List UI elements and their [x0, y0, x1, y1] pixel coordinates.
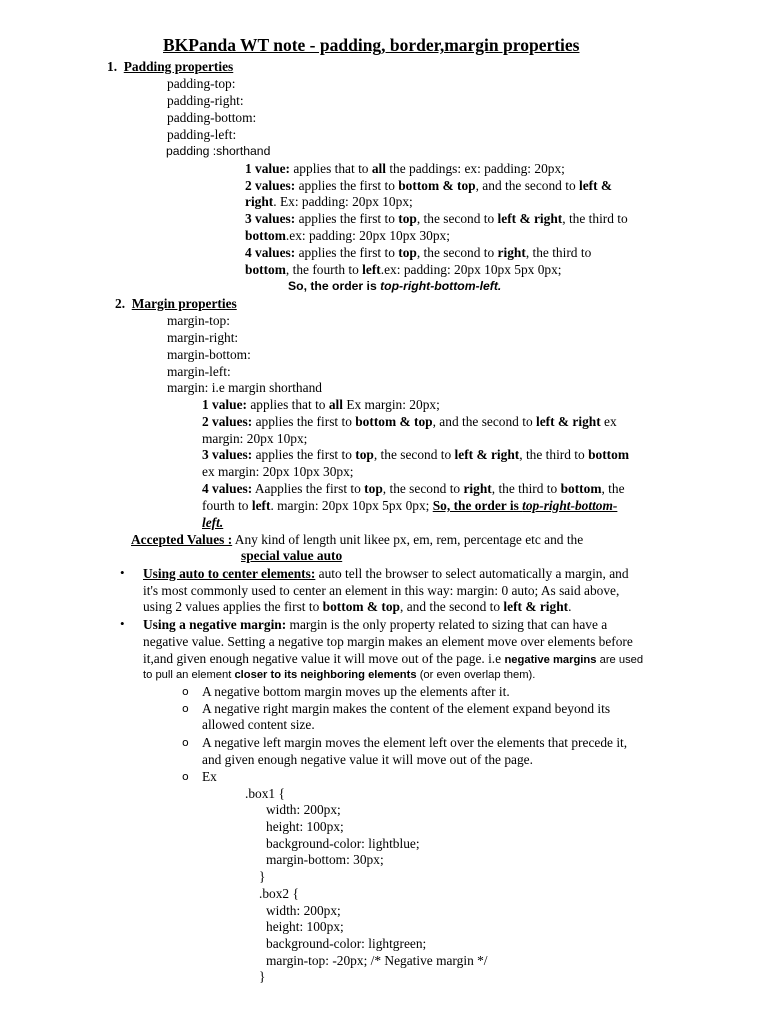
padding-bottom-line: padding-bottom:	[167, 110, 257, 125]
margin-2-values: 2 values: applies the first to bottom & top, and the second to left & right ex	[202, 414, 617, 429]
code-line: background-color: lightgreen;	[266, 936, 427, 951]
code-line: background-color: lightblue;	[266, 836, 420, 851]
margin-1-value: 1 value: applies that to all Ex margin: 20px;	[202, 397, 440, 412]
page-title: BKPanda WT note - padding, border,margin properties	[163, 35, 580, 55]
code-line: height: 100px;	[266, 819, 344, 834]
margin-3-values: 3 values: applies the first to top, the second to left & right, the third to bottom	[202, 447, 629, 462]
auto-line-1: Using auto to center elements: auto tell the browser to select automatically a margin, and	[143, 566, 629, 581]
padding-4-values: 4 values: applies the first to top, the second to right, the third to	[245, 245, 592, 260]
negative-sub-1: A negative bottom margin moves up the elements after it.	[202, 684, 510, 699]
margin-bottom-line: margin-bottom:	[167, 347, 251, 362]
negative-line-3: it,and given enough negative value it will move out of the page. i.e negative margins are used	[143, 651, 644, 666]
section-number: 1.	[107, 59, 118, 74]
padding-2-values: 2 values: applies the first to bottom & top, and the second to left &	[245, 178, 613, 193]
negative-line-2: negative value. Setting a negative top margin makes an element move over elements before	[143, 634, 633, 649]
negative-sub-4: Ex	[202, 769, 217, 784]
negative-line-4: to pull an element closer to its neighboring elements (or even overlap them).	[143, 669, 536, 681]
code-line: .box2 {	[259, 886, 299, 901]
special-value-auto: special value auto	[241, 548, 343, 563]
negative-line-1: Using a negative margin: margin is the only property related to sizing that can have a	[143, 617, 608, 632]
padding-3-values-cont: bottom.ex: padding: 20px 10px 30px;	[245, 228, 450, 243]
code-line: height: 100px;	[266, 919, 344, 934]
section-title: Margin properties	[131, 296, 237, 311]
code-line: margin-top: -20px; /* Negative margin */	[266, 953, 488, 968]
negative-sub-2: A negative right margin makes the content of the element expand beyond its	[202, 701, 611, 716]
padding-4-values-cont: bottom, the fourth to left.ex: padding: 20px 10px 5px 0px;	[245, 262, 562, 277]
auto-line-3: using 2 values applies the first to bottom & top, and the second to left & right.	[143, 599, 572, 614]
padding-2-values-cont: right. Ex: padding: 20px 10px;	[245, 194, 413, 209]
circle-bullet-icon: o	[182, 702, 189, 715]
code-line: width: 200px;	[266, 802, 341, 817]
margin-3-values-cont: ex margin: 20px 10px 30px;	[202, 464, 354, 479]
padding-3-values: 3 values: applies the first to top, the second to left & right, the third to	[245, 211, 628, 226]
padding-right-line: padding-right:	[167, 93, 244, 108]
margin-top-line: margin-top:	[167, 313, 230, 328]
section-heading-margin	[115, 295, 237, 312]
section-title: Padding properties	[123, 59, 234, 74]
margin-4-values-cont: fourth to left. margin: 20px 10px 5px 0px; So, the order is top-right-bottom-	[202, 498, 618, 513]
code-line: .box1 {	[245, 786, 285, 801]
margin-right-line: margin-right:	[167, 330, 239, 345]
padding-shorthand-line: padding :shorthand	[166, 144, 271, 158]
auto-line-2: it's most commonly used to center an element in this way: margin: 0 auto; As said above,	[143, 583, 620, 598]
padding-left-line: padding-left:	[167, 127, 237, 142]
negative-sub-2-cont: allowed content size.	[202, 717, 315, 732]
circle-bullet-icon: o	[182, 685, 189, 698]
code-line: margin-bottom: 30px;	[266, 852, 384, 867]
negative-sub-3: A negative left margin moves the element left over the elements that precede it,	[202, 735, 628, 750]
margin-order-note-cont: left.	[202, 515, 224, 530]
margin-shorthand-line: margin: i.e margin shorthand	[167, 380, 322, 395]
accepted-values-line: Accepted Values : Any kind of length unit likee px, em, rem, percentage etc and the	[131, 532, 584, 547]
circle-bullet-icon: o	[182, 736, 189, 749]
bullet-icon: •	[120, 565, 125, 580]
margin-4-values: 4 values: Aapplies the first to top, the second to right, the third to bottom, the	[202, 481, 625, 496]
padding-order-note: So, the order is top-right-bottom-left.	[288, 279, 502, 293]
code-line: }	[259, 969, 266, 984]
circle-bullet-icon: o	[182, 770, 189, 783]
code-line: width: 200px;	[266, 903, 341, 918]
code-line: }	[259, 869, 266, 884]
padding-top-line: padding-top:	[167, 76, 236, 91]
section-heading-padding	[107, 58, 233, 75]
padding-1-value: 1 value: applies that to all the paddings: ex: padding: 20px;	[245, 161, 565, 176]
margin-2-values-cont: margin: 20px 10px;	[202, 431, 308, 446]
negative-sub-3-cont: and given enough negative value it will move out of the page.	[202, 752, 533, 767]
margin-left-line: margin-left:	[167, 364, 231, 379]
bullet-icon: •	[120, 616, 125, 631]
section-number: 2.	[115, 296, 126, 311]
